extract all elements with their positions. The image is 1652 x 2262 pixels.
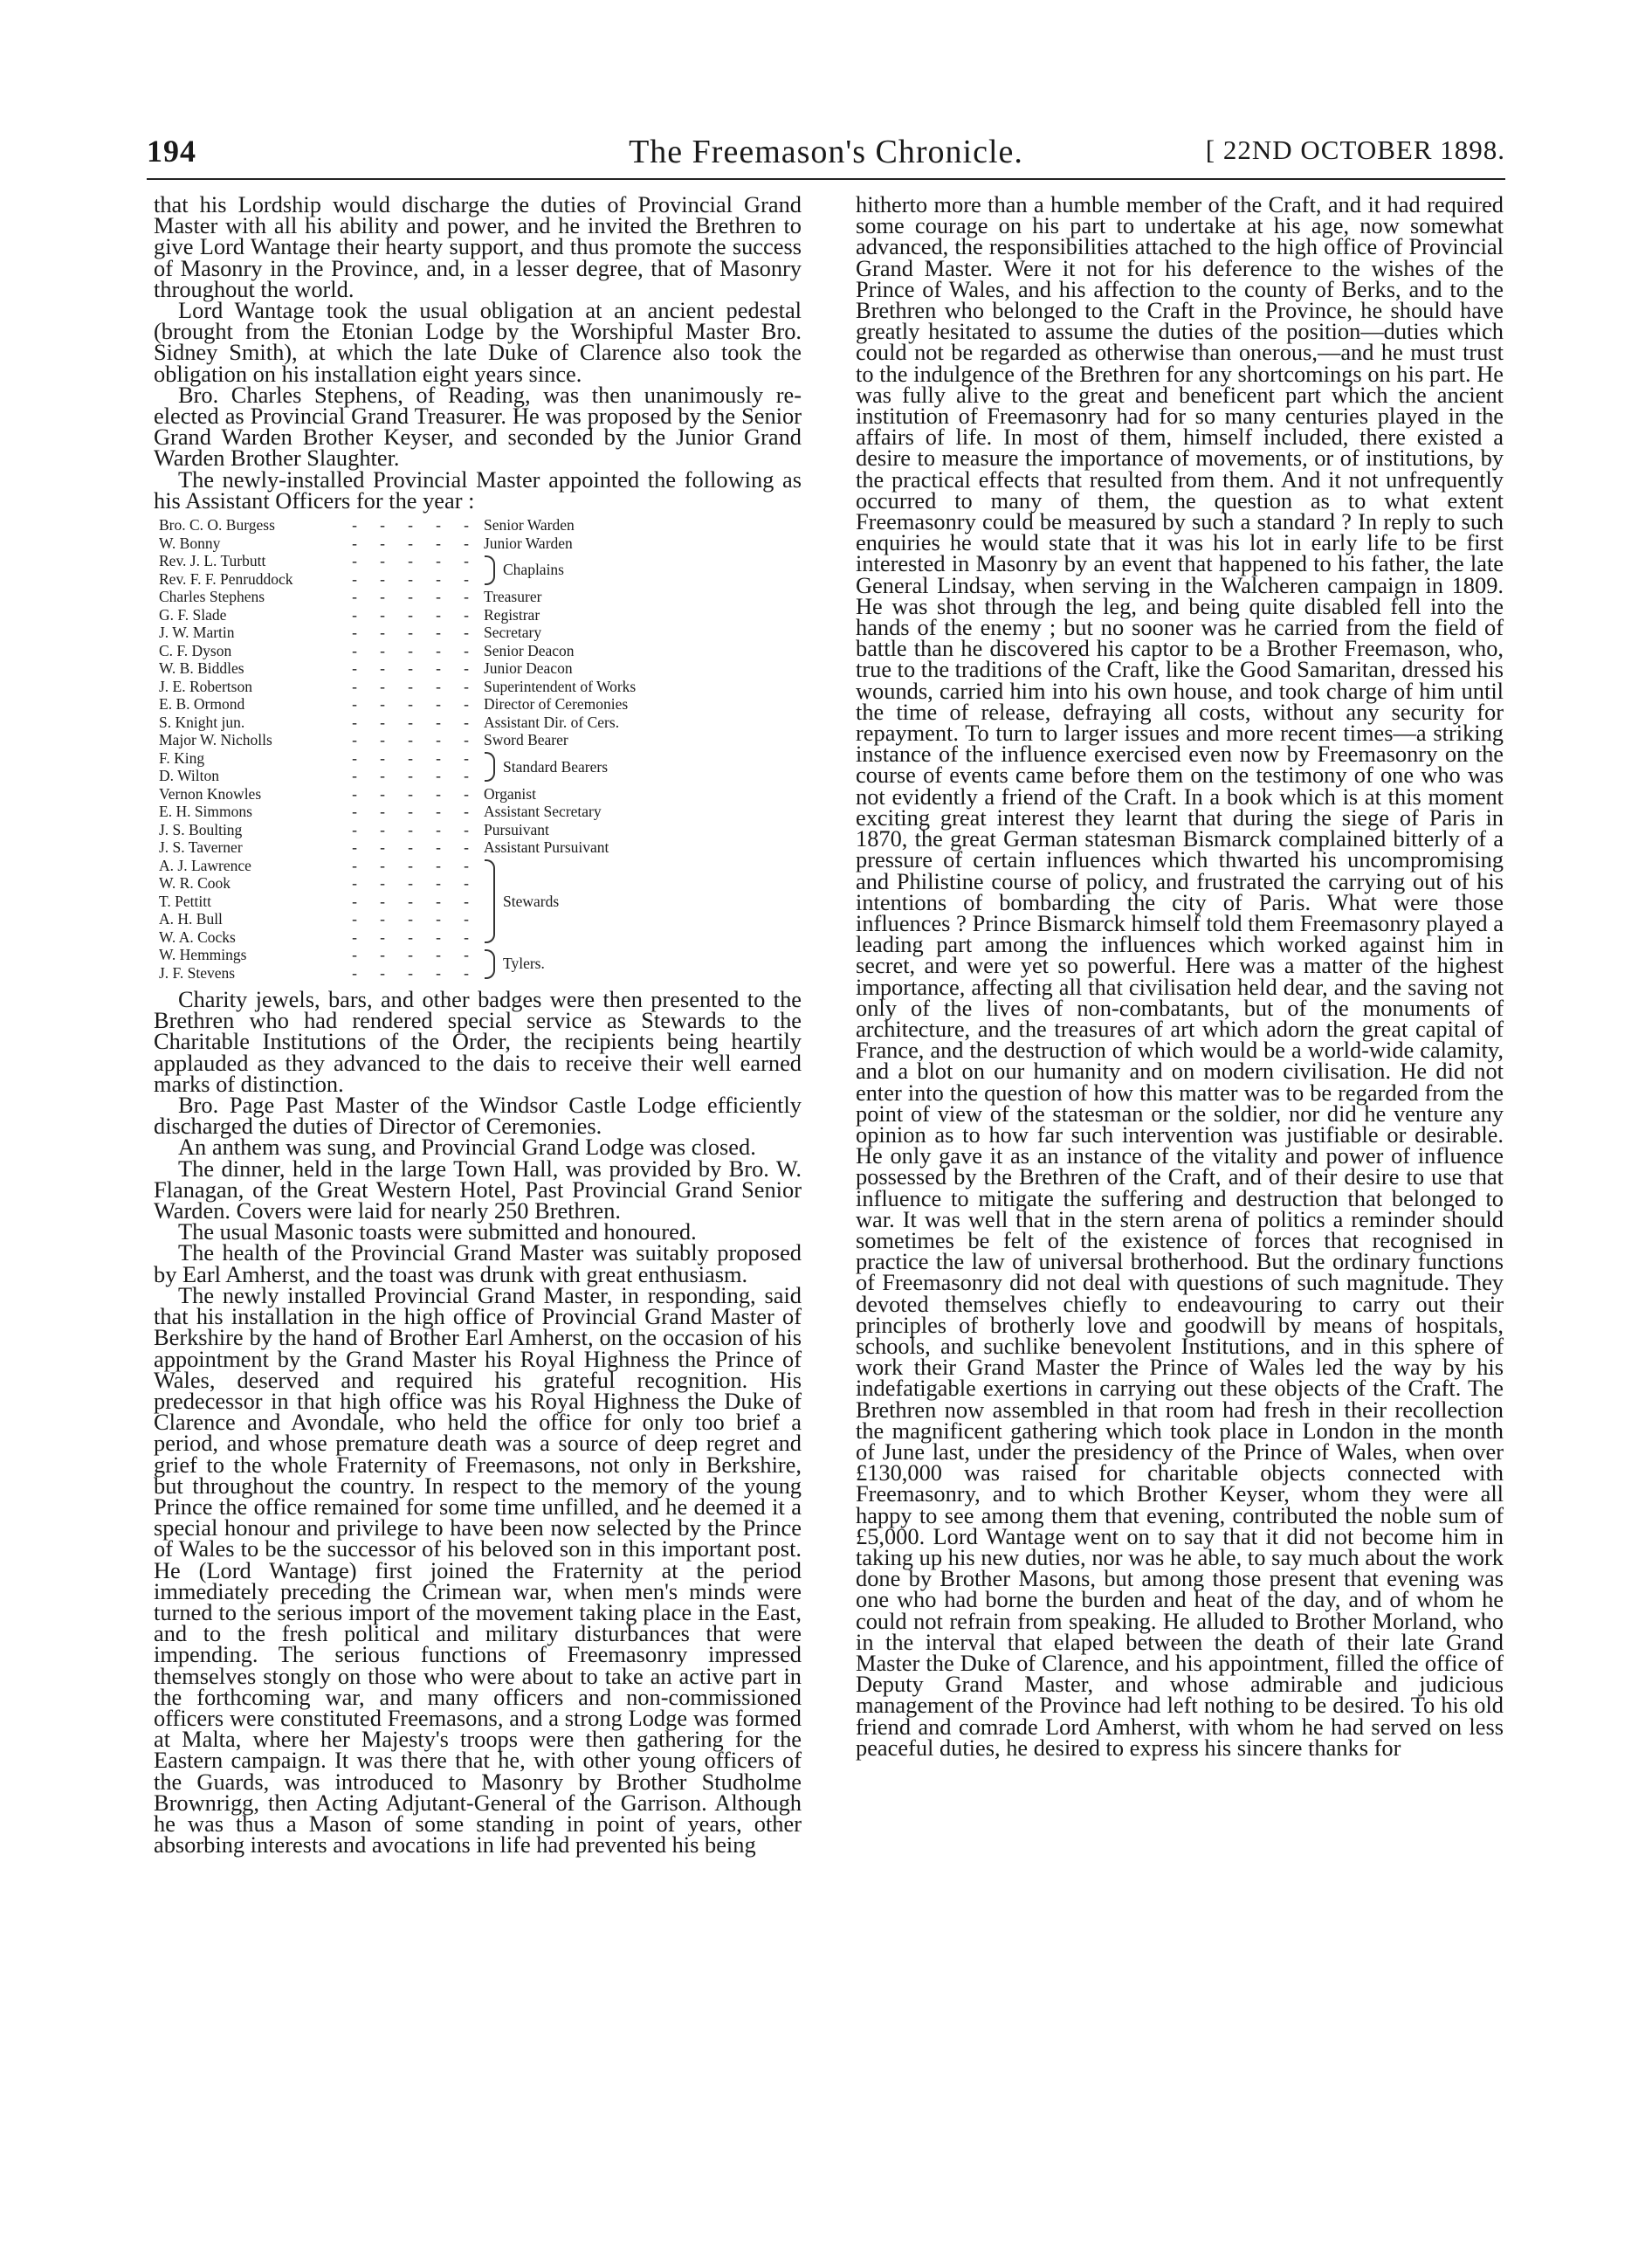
officer-row: Bro. C. O. Burgess - - - - - Senior Warden [159,516,575,534]
officer-row: C. F. Dyson - - - - - Senior Deacon [159,641,575,659]
officer-office: Treasurer [484,588,542,606]
officer-office: Secretary [484,624,542,642]
paragraph: Lord Wantage took the usual obligation at an ancient pedestal (brought from the Etonian Lodge by the Worshipful Master Bro. Sidney Smith), at which the late Duke of Clarence also took the obligation on his installation eight years since. [154,297,802,387]
officer-name: J. W. Martin [159,624,235,642]
officer-row: S. Knight jun. - - - - - Assistant Dir. of Cers. [159,713,620,731]
officer-office: Pursuivant [484,820,549,838]
officer-office: Junior Warden [484,534,573,552]
right-column [856,191,1504,1761]
issue-date: [ 22ND OCTOBER 1898. [1205,134,1505,165]
officer-row: A. J. Lawrence - - - - - [159,856,469,874]
officer-row: W. A. Cocks - - - - - [159,928,469,946]
officer-office: Chaplains [503,561,564,579]
officer-office: Assistant Dir. of Cers. [484,713,620,731]
brace-icon [480,552,499,588]
officer-name: W. A. Cocks [159,928,236,946]
paragraph: The health of the Provincial Grand Master was suitably proposed by Earl Amherst, and the toast was drunk with great enthusiasm. [154,1239,802,1287]
officer-office: Stewards [503,892,560,910]
officer-office: Senior Warden [484,516,575,534]
officer-name: W. B. Biddles [159,659,244,678]
officer-name: D. Wilton [159,767,219,785]
officer-name: W. R. Cook [159,874,231,893]
paragraph: Charity jewels, bars, and other badges were then presented to the Brethren who had rendered special service as Stewards to the Charitable Institutions of the Order, the recipients being heartily applauded as they advanced to the dais to receive their well earned marks of distinction. [154,986,802,1097]
paragraph: The newly-installed Provincial Master appointed the following as his Assistant Officers for the year : [154,466,802,514]
officer-row: W. R. Cook - - - - - [159,874,469,893]
officer-name: W. Hemmings [159,946,247,964]
header-rule [147,178,1505,180]
officer-row: W. B. Biddles - - - - - Junior Deacon [159,659,573,678]
officer-row: E. H. Simmons - - - - - Assistant Secretary [159,803,602,821]
officer-name: E. B. Ormond [159,695,245,714]
officer-name: Rev. F. F. Penruddock [159,569,293,588]
page-number: 194 [147,134,196,169]
officer-name: A. J. Lawrence [159,856,251,874]
officer-office: Assistant Pursuivant [484,838,609,857]
paragraph: hitherto more than a humble member of the Craft, and it had required some courage on his part to undertake at his age, now somewhat advanced, the responsibilities attached to the high office of Provincial Grand Master. Were it not for his deference to the wishes of the Prince of Wales, and his affection to the county of Berks, and to the Brethren who belonged to the Craft in the Province, he should have greatly hesitated to assume the duties of the position—duties which could not be regarded as otherwise than onerous,—and he must trust to the indulgence of the Brethren for any shortcomings on his part. He was fully alive to the great and beneficent part which the ancient institution of Freemasonry had for so many centuries played in the affairs of life. In most of them, himself included, there existed a desire to measure the importance of movements, or of institutions, by the practical effects that resulted from them. And it not unfrequently occurred to many of them, the question as to what extent Freemasonry could be measured by such a standard ? In reply to such enquiries he would state that it was his lot in early life to be first interested in Masonry by an event that happened to his father, the late General Lindsay, when serving in the Walcheren campaign in 1809. He was shot through the leg, and being quite disabled fell into the hands of the enemy ; but no sooner was he carried from the field of battle than he discovered his captor to be a Brother Freemason, who, true to the traditions of the Craft, like the Good Samaritan, dressed his wounds, carried him into his own house, and took charge of him until the time of release, defraying all costs, without any security for repayment. To turn to larger issues and more recent times—a striking instance of the influence exercised even now by Freemasonry on the course of events came before them on the testimony of one who was not evidently a friend of the Craft. In a book which is at this moment exciting great interest they learnt that during the siege of Paris in 1870, the great German statesman Bismarck complained bitterly of a pressure of certain influences which thwarted his uncompromising and Philistine course of policy, and frustrated the carrying out of his intentions of bombarding the city of Paris. What were those influences ? Prince Bismarck himself told them Freemasonry played a leading part among the influences which worked against him in secret, and were yet so powerful. Here was a matter of the highest importance, affecting all that civilisation held dear, and the saving not only of the lives of non-combatants, but of the monuments of architecture, and the treasures of art which adorn the great capital of France, and the destruction of which would be a world-wide calamity, and a blot on our humanity and on modern civilisation. He did not enter into the question of how this matter was to be regarded from the point of view of the statesman or the soldier, nor did he venture any opinion as to how far such intervention was justifiable or desirable. He only gave it as an instance of the vitality and power of influence possessed by the Brethren of the Craft, and of their desire to use that influence to mitigate the suffering and destruction that belonged to war. It was well that in the stern arena of politics a reminder should sometimes be felt of the existence of forces that recognised in practice the law of universal brotherhood. But the ordinary functions of Freemasonry did not deal with questions of such magnitude. They devoted themselves chiefly to endeavouring to carry out their principles of brotherly love and goodwill by means of hospitals, schools, and suchlike benevolent Institutions, and in this sphere of work their Grand Master the Prince of Wales led the way by his indefatigable exertions in carrying out these objects of the Craft. The Brethren now assembled in that room had fresh in their recollection the magnificent gathering which took place in London in the month of June last, under the presidency of the Prince of Wales, when over £130,000 was raised for charitable objects connected with Freemasonry, and to which Brother Keyser, whom they were all happy to see among them that evening, contributed the noble sum of £5,000. Lord Wantage went on to say that it did not become him in taking up his new duties, nor was he able, to say much about the work done by Brother Masons, but among those present that evening was one who had borne the burden and heat of the day, and of whom he could not refrain from speaking. He alluded to Brother Morland, who in the interval that elaped between the death of their late Grand Master the Duke of Clarence, and his appointment, filled the office of Deputy Grand Master, and whose admirable and judicious management of the Province had left nothing to be desired. To his old friend and comrade Lord Amherst, with whom he had served on less peaceful duties, he desired to express his sincere thanks for [856,191,1504,1761]
paragraph: An anthem was sung, and Provincial Grand Lodge was closed. [178,1134,756,1161]
officer-row: J. W. Martin - - - - - Secretary [159,624,542,642]
newspaper-title: The Freemason's Chronicle. [629,134,1023,170]
officer-office: Senior Deacon [484,641,575,659]
brace-icon [480,749,499,785]
paragraph: Bro. Page Past Master of the Windsor Castle Lodge efficiently discharged the duties of Director of Ceremonies. [154,1092,802,1140]
officer-group-standard-bearers [159,749,802,785]
officer-row: Rev. F. F. Penruddock - - - - - [159,569,469,588]
paragraph: that his Lordship would discharge the duties of Provincial Grand Master with all his ability and power, and he invited the Brethren to give Lord Wantage their hearty support, and thus promote the success of Masonry in the Province, and, in a lesser degree, that of Masonry throughout the world. [154,191,802,302]
officer-name: G. F. Slade [159,605,227,624]
paragraph: Bro. Charles Stephens, of Reading, was then unanimously re-elected as Provincial Grand Treasurer. He was proposed by the Senior Grand Warden Brother Keyser, and seconded by the Junior Grand Warden Brother Slaughter. [154,381,802,472]
officer-office: Junior Deacon [484,659,573,678]
officer-group-tylers [159,946,802,982]
officer-name: J. S. Taverner [159,838,243,857]
officer-row: Vernon Knowles - - - - - Organist [159,784,536,803]
officer-row: J. F. Stevens - - - - - [159,963,469,982]
officer-office: Standard Bearers [503,757,609,776]
brace-icon [480,946,499,982]
officer-row: W. Hemmings - - - - - [159,946,469,964]
officer-row: G. F. Slade - - - - - Registrar [159,605,540,624]
officers-list [159,516,802,982]
paragraph: The usual Masonic toasts were submitted and honoured. [178,1218,697,1245]
officer-row: J. S. Boulting - - - - - Pursuivant [159,820,549,838]
officer-office: Sword Bearer [484,731,568,749]
paragraph: The newly installed Provincial Grand Master, in responding, said that his installation in the high office of Provincial Grand Master of Berkshire by the hand of Brother Earl Amherst, on the occasion of his appointment by the Grand Master his Royal Highness the Prince of Wales, deserved and required his grateful recognition. His predecessor in that high office was his Royal Highness the Duke of Clarence and Avondale, who held the office for only too brief a period, and whose premature death was a source of deep regret and grief to the whole Fraternity of Freemasons, not only in Berkshire, but throughout the country. In respect to the memory of the young Prince the office remained for some time unfilled, and he deemed it a special honour and privilege to have been now selected by the Prince of Wales to be the successor of his beloved son in this important post. He (Lord Wantage) first joined the Fraternity at the period immediately preceding the Crimean war, when men's minds were turned to the serious import of the movement taking place in the East, and to the fresh political and military disturbances that were impending. The serious functions of Freemasonry impressed themselves stongly on those who were about to take an active part in the forthcoming war, and many officers and non-commissioned officers were constituted Freemasons, and a strong Lodge was formed at Malta, where her Majesty's troops were then gathering for the Eastern campaign. It was there that he, with other young officers of the Guards, was introduced to Masonry by Brother Studholme Brownrigg, then Acting Adjutant-General of the Garrison. Although he was thus a Mason of some standing in point of years, other absorbing interests and avocations in life had prevented his being [154,1281,802,1859]
officer-name: E. H. Simmons [159,803,252,821]
officer-office: Registrar [484,605,540,624]
officer-row: D. Wilton - - - - - [159,767,469,785]
officer-office: Superintendent of Works [484,677,637,695]
officer-name: J. F. Stevens [159,963,236,982]
officer-row: E. B. Ormond - - - - - Director of Ceremonies [159,695,629,714]
officer-name: S. Knight jun. [159,713,245,731]
officer-name: J. S. Boulting [159,820,243,838]
officer-name: Vernon Knowles [159,784,262,803]
officer-row: W. Bonny - - - - - Junior Warden [159,534,573,552]
officer-office: Assistant Secretary [484,803,602,821]
officer-row: T. Pettitt - - - - - [159,892,469,910]
paragraph: The dinner, held in the large Town Hall, was provided by Bro. W. Flanagan, of the Great Western Hotel, Past Provincial Grand Senior Warden. Covers were laid for nearly 250 Brethren. [154,1155,802,1224]
officer-group-chaplains [159,552,802,588]
officer-name: Charles Stephens [159,588,265,606]
officer-office: Tylers. [503,955,545,973]
officer-office: Organist [484,784,536,803]
officer-row: J. E. Robertson - - - - - Superintendent of Works [159,677,637,695]
officer-name: T. Pettitt [159,892,211,910]
officer-row: Rev. J. L. Turbutt - - - - - [159,552,469,570]
officer-name: J. E. Robertson [159,677,252,695]
left-column [154,191,802,1859]
officer-row: F. King - - - - - [159,748,469,767]
masthead [147,133,1505,175]
officer-name: C. F. Dyson [159,641,232,659]
officer-group-stewards [159,857,802,947]
officer-name: Bro. C. O. Burgess [159,516,275,534]
officer-name: W. Bonny [159,534,221,552]
officer-name: A. H. Bull [159,910,223,928]
officer-name: F. King [159,748,205,767]
officer-name: Rev. J. L. Turbutt [159,552,266,570]
officer-name: Major W. Nicholls [159,731,272,749]
officer-row: Major W. Nicholls - - - - - Sword Bearer [159,731,568,749]
brace-icon [480,857,499,947]
officer-row: Charles Stephens - - - - - Treasurer [159,588,542,606]
officer-office: Director of Ceremonies [484,695,629,714]
officer-row: J. S. Taverner - - - - - Assistant Pursuivant [159,838,609,857]
officer-row: A. H. Bull - - - - - [159,910,469,928]
